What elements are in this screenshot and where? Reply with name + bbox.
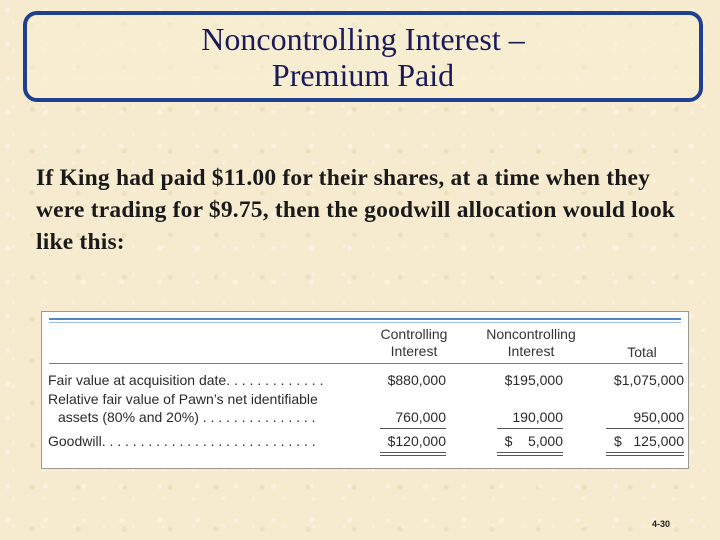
slide-title-line-1: Noncontrolling Interest – [201,20,525,57]
slide-title-line-2: Premium Paid [271,56,455,93]
row-relative-fair-value-label-2: assets (80% and 20%) . . . . . . . . . . . . . . . [58,409,316,425]
row-goodwill-total: $ 125,000 [613,433,684,449]
body-paragraph: If King had paid $11.00 for their shares, at a time when they were trading for $9.75, then the goodwill allocation would look like this: [36,165,676,255]
row-fair-value-total: $1,075,000 [613,372,684,388]
subtotal-rule-controlling [380,428,446,429]
double-rule-noncontrolling-1 [497,452,563,453]
row-fair-value-noncontrolling: $195,000 [504,372,563,388]
row-fair-value-label: Fair value at acquisition date. . . . . . . . . . . . . [48,372,324,388]
header-underline [49,363,683,364]
row-relative-fair-value-noncontrolling: 190,000 [512,409,563,425]
header-controlling [366,326,462,360]
row-goodwill-label: Goodwill. . . . . . . . . . . . . . . . . . . . . . . . . . . . [48,433,316,449]
row-fair-value-controlling: $880,000 [387,372,446,388]
row-goodwill-controlling: $120,000 [387,433,446,449]
row-relative-fair-value-total: 950,000 [633,409,684,425]
row-relative-fair-value-controlling: 760,000 [395,409,446,425]
double-rule-controlling-1 [380,452,446,453]
subtotal-rule-total [606,428,684,429]
double-rule-controlling-2 [380,455,446,456]
table-top-rule-secondary [49,322,681,323]
double-rule-noncontrolling-2 [497,455,563,456]
double-rule-total-2 [606,455,684,456]
header-controlling-line-1: Controlling [380,326,448,342]
header-controlling-line-2: Interest [390,343,438,359]
subtotal-rule-noncontrolling [497,428,563,429]
header-total: Total [627,344,657,360]
header-noncontrolling-line-2: Interest [507,343,555,359]
double-rule-total-1 [606,452,684,453]
header-noncontrolling [470,326,592,360]
row-relative-fair-value-label-1: Relative fair value of Pawn’s net identifiable [48,391,318,407]
slide-title-box [23,11,703,102]
table-top-rule [49,318,681,320]
header-noncontrolling-line-1: Noncontrolling [486,326,576,342]
row-goodwill-noncontrolling: $ 5,000 [504,433,563,449]
slide-number: 4-30 [652,519,671,529]
